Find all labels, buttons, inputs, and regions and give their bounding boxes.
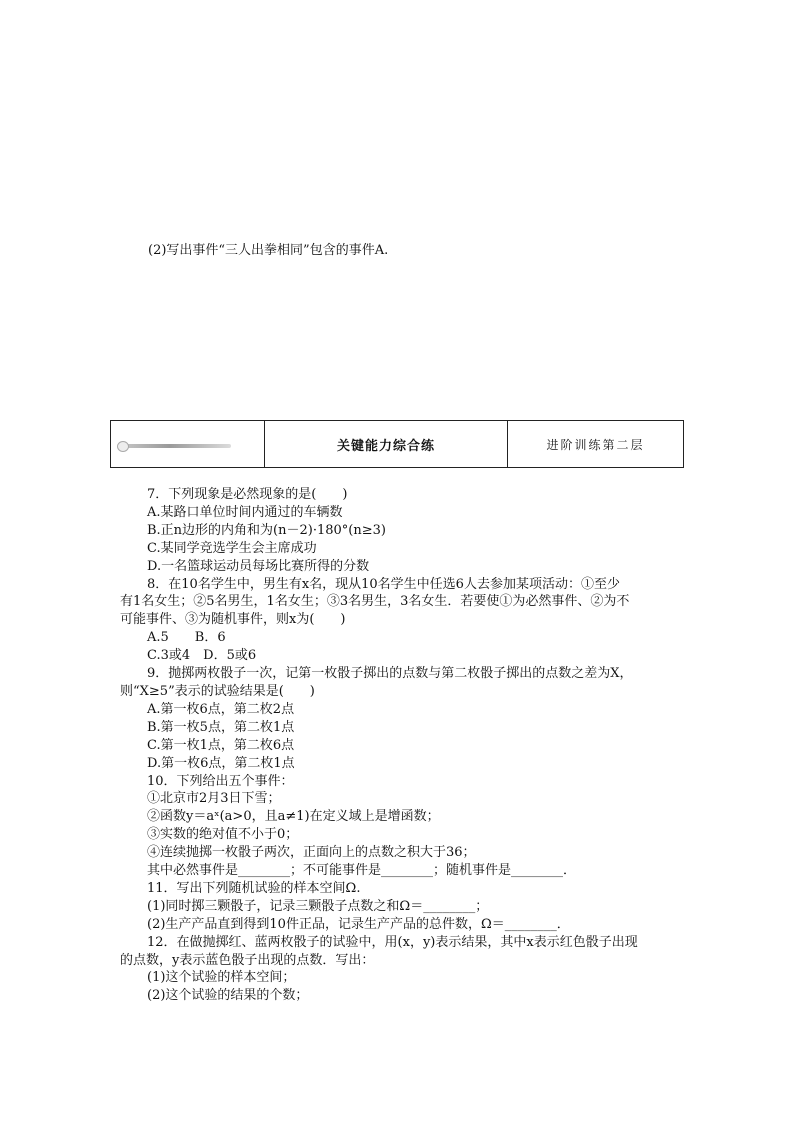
question-line: 10．下列给出五个事件： [147, 773, 294, 789]
question-line: 有1名女生；②5名男生，1名女生；③3名男生，3名女生．若要使①为必然事件、②为不 [120, 594, 630, 610]
header-decoration [111, 421, 265, 467]
question-line: ②函数y＝aˣ(a>0，且a≠1)在定义域上是增函数； [147, 809, 440, 825]
decorative-bar-icon [119, 444, 231, 448]
question-line: (2)生产产品直到得到10件正品，记录生产产品的总件数，Ω＝________． [147, 916, 570, 932]
question-line: D.第一枚6点，第二枚1点 [147, 755, 295, 771]
decorative-circle-icon [117, 441, 129, 452]
question-line: 12．在做抛掷红、蓝两枚骰子的试验中，用(x，y)表示结果，其中x表示红色骰子出现 [147, 934, 638, 950]
question-line: (1)同时掷三颗骰子，记录三颗骰子点数之和Ω＝________； [147, 898, 489, 914]
question-line: 9．抛掷两枚骰子一次，记第一枚骰子掷出的点数与第二枚骰子掷出的点数之差为X， [147, 666, 633, 682]
question-line: A.第一枚6点，第二枚2点 [147, 701, 295, 717]
question-line: C.3或4 D．5或6 [147, 648, 257, 664]
question-line: C.某同学竞选学生会主席成功 [147, 540, 317, 556]
question-line: C.第一枚1点，第二枚6点 [147, 737, 295, 753]
section-title: 关键能力综合练 [265, 421, 508, 467]
question-line: 8．在10名学生中，男生有x名，现从10名学生中任选6人去参加某项活动：①至少 [147, 576, 620, 592]
question-line: ③实数的绝对值不小于0； [147, 827, 299, 843]
question-list [120, 486, 680, 1005]
question-line: 的点数，y表示蓝色骰子出现的点数．写出： [120, 952, 375, 968]
question-line: A.某路口单位时间内通过的车辆数 [147, 504, 343, 520]
question-line: ④连续抛掷一枚骰子两次，正面向上的点数之积大于36； [147, 845, 476, 861]
question-line: D.一名篮球运动员每场比赛所得的分数 [147, 558, 370, 574]
question-line: 可能事件、③为随机事件，则x为( ) [120, 612, 346, 628]
section-header-band [110, 420, 684, 468]
question-line: B.正n边形的内角和为(n－2)·180°(n≥3) [147, 522, 386, 538]
question-line: 则“X≥5”表示的试验结果是( ) [120, 683, 315, 699]
question-line: ①北京市2月3日下雪； [147, 791, 281, 807]
question-line: (1)这个试验的样本空间； [147, 970, 296, 986]
section-level-label: 进阶训练第二层 [546, 437, 645, 452]
question-line: B.第一枚5点，第二枚1点 [147, 719, 295, 735]
question-6-part-2: (2)写出事件“三人出拳相同”包含的事件A. [148, 243, 389, 258]
question-line: 其中必然事件是________；不可能事件是________；随机事件是________． [147, 863, 577, 879]
question-line: 11．写出下列随机试验的样本空间Ω. [147, 880, 361, 896]
question-line: A.5 B．6 [147, 630, 226, 646]
question-line: (2)这个试验的结果的个数； [147, 988, 309, 1004]
question-line: 7．下列现象是必然现象的是( ) [147, 487, 348, 502]
